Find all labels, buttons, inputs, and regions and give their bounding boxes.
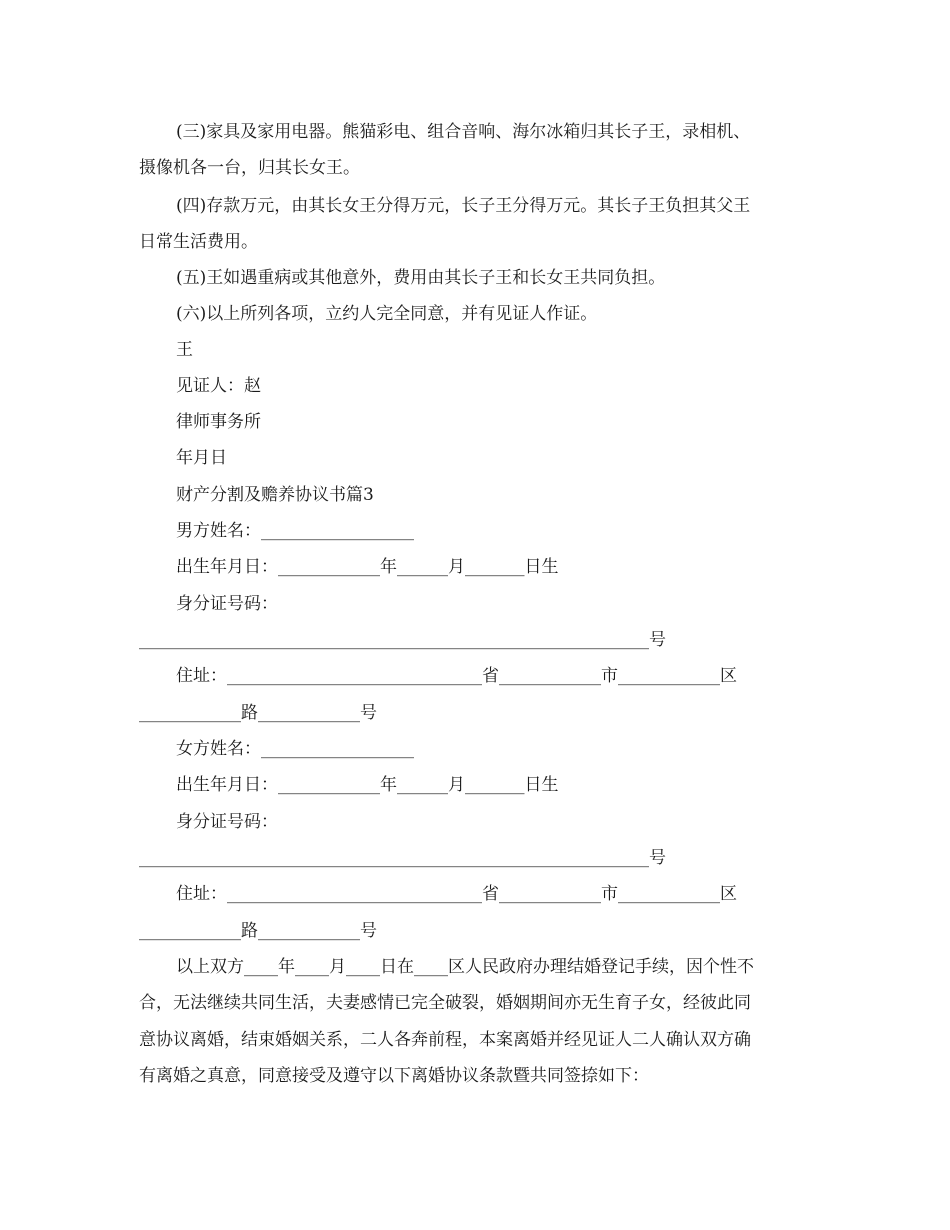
female-id-field: ____________________________________________________________号: [139, 848, 666, 868]
clause-4-line-1: (四)存款万元，由其长女王分得万元，长子王分得万元。其长子王负担其父王: [176, 196, 751, 216]
agreement-paragraph-line-3: 意协议离婚，结束婚姻关系，二人各奔前程，本案离婚并经见证人二人确认双方确: [139, 1030, 751, 1050]
female-birthdate-field: 出生年月日：____________年______月_______日生: [176, 775, 559, 795]
agreement-paragraph-line-1: 以上双方____年____月____日在____区人民政府办理结婚登记手续，因个性不: [176, 957, 754, 977]
clause-3-line-1: (三)家具及家用电器。熊猫彩电、组合音响、海尔冰箱归其长子王，录相机、: [176, 122, 751, 142]
male-address-line-1: 住址：______________________________省____________市____________区: [176, 666, 737, 686]
agreement-paragraph-line-4: 有离婚之真意，同意接受及遵守以下离婚协议条款暨共同签捺如下：: [139, 1066, 649, 1086]
female-name-field: 女方姓名：__________________: [176, 739, 414, 759]
male-id-label: 身分证号码：: [176, 594, 278, 614]
section-title: 财产分割及赡养协议书篇3: [176, 485, 374, 505]
witness-line: 见证人：赵: [176, 376, 261, 396]
clause-4-line-2: 日常生活费用。: [139, 232, 258, 252]
male-name-field: 男方姓名：__________________: [176, 521, 414, 541]
male-birthdate-field: 出生年月日：____________年______月_______日生: [176, 557, 559, 577]
signatory-name: 王: [176, 340, 193, 360]
date-line: 年月日: [176, 448, 227, 468]
clause-5: (五)王如遇重病或其他意外，费用由其长子王和长女王共同负担。: [176, 268, 666, 288]
female-address-line-1: 住址：______________________________省____________市____________区: [176, 884, 737, 904]
female-address-line-2: ____________路____________号: [139, 921, 377, 941]
agreement-paragraph-line-2: 合，无法继续共同生活，夫妻感情已完全破裂，婚姻期间亦无生育子女，经彼此同: [139, 993, 751, 1013]
clause-6: (六)以上所列各项，立约人完全同意，并有见证人作证。: [176, 304, 598, 324]
clause-3-line-2: 摄像机各一台，归其长女王。: [139, 158, 360, 178]
male-id-field: ____________________________________________________________号: [139, 630, 666, 650]
male-address-line-2: ____________路____________号: [139, 703, 377, 723]
female-id-label: 身分证号码：: [176, 812, 278, 832]
law-firm-line: 律师事务所: [176, 412, 261, 432]
